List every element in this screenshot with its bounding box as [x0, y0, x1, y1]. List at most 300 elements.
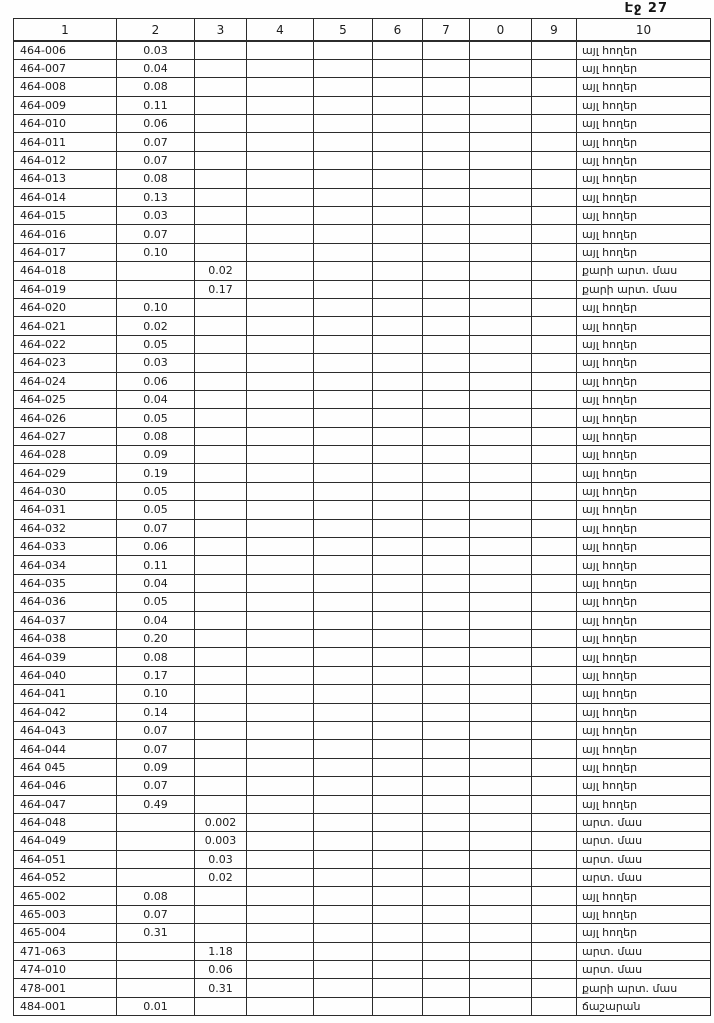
cell-col9 [532, 685, 577, 703]
table-row [14, 648, 711, 666]
cell-land-type: արտ. մաս [577, 869, 711, 887]
cell-parcel-id: 465-004 [14, 924, 117, 942]
cell-area-col2: 0.14 [117, 703, 195, 721]
cell-col4 [247, 446, 314, 464]
table-row [14, 519, 711, 537]
cell-col4 [247, 464, 314, 482]
table-row [14, 556, 711, 574]
cell-col9 [532, 740, 577, 758]
cell-area-col3 [195, 574, 247, 592]
cell-parcel-id: 464-011 [14, 133, 117, 151]
cell-col4 [247, 961, 314, 979]
cell-area-col3: 0.02 [195, 262, 247, 280]
cell-land-type: այլ հողեր [577, 115, 711, 133]
cell-col7 [423, 685, 470, 703]
cell-area-col3 [195, 41, 247, 59]
cell-col8 [470, 317, 532, 335]
cell-area-col2: 0.03 [117, 41, 195, 59]
cell-col8 [470, 887, 532, 905]
cell-col7 [423, 188, 470, 206]
cell-col7 [423, 482, 470, 500]
cell-col8 [470, 538, 532, 556]
cell-col8 [470, 630, 532, 648]
cell-col7 [423, 59, 470, 77]
cell-col6 [373, 703, 423, 721]
cell-col4 [247, 243, 314, 261]
cell-parcel-id: 464-022 [14, 335, 117, 353]
cell-parcel-id: 478-001 [14, 979, 117, 997]
cell-area-col2: 0.07 [117, 519, 195, 537]
cell-land-type: այլ հողեր [577, 317, 711, 335]
cell-parcel-id: 464-048 [14, 813, 117, 831]
cell-land-type: այլ հողեր [577, 519, 711, 537]
cell-col6 [373, 924, 423, 942]
cell-col8 [470, 446, 532, 464]
cell-land-type: այլ հողեր [577, 354, 711, 372]
cell-area-col3 [195, 740, 247, 758]
cell-land-type: այլ հողեր [577, 96, 711, 114]
cell-area-col3 [195, 59, 247, 77]
cell-area-col3 [195, 777, 247, 795]
cell-col4 [247, 850, 314, 868]
cell-land-type: այլ հողեր [577, 409, 711, 427]
cell-area-col2: 0.06 [117, 538, 195, 556]
cell-area-col3: 0.003 [195, 832, 247, 850]
cell-area-col2 [117, 813, 195, 831]
cell-area-col3 [195, 335, 247, 353]
cell-land-type: այլ հողեր [577, 740, 711, 758]
cell-col6 [373, 409, 423, 427]
cell-col7 [423, 813, 470, 831]
cell-col6 [373, 96, 423, 114]
cell-parcel-id: 464-012 [14, 151, 117, 169]
cell-parcel-id: 464-026 [14, 409, 117, 427]
cell-area-col2: 0.10 [117, 243, 195, 261]
cell-col5 [314, 648, 373, 666]
cell-col8 [470, 335, 532, 353]
cell-land-type: այլ հողեր [577, 777, 711, 795]
table-row [14, 317, 711, 335]
cell-col7 [423, 354, 470, 372]
table-row [14, 777, 711, 795]
table-row [14, 721, 711, 739]
cell-parcel-id: 464-042 [14, 703, 117, 721]
cell-land-type: այլ հողեր [577, 390, 711, 408]
cell-col4 [247, 721, 314, 739]
cell-land-type: այլ հողեր [577, 574, 711, 592]
cell-land-type: այլ հողեր [577, 685, 711, 703]
page-number: Էջ 27 [624, 1, 668, 16]
cell-col4 [247, 648, 314, 666]
cell-area-col2: 0.07 [117, 133, 195, 151]
cell-land-type: այլ հողեր [577, 41, 711, 59]
cell-col5 [314, 133, 373, 151]
table-row [14, 795, 711, 813]
table-row [14, 574, 711, 592]
cell-col4 [247, 482, 314, 500]
table-row [14, 262, 711, 280]
cell-parcel-id: 464-037 [14, 611, 117, 629]
cell-parcel-id: 465-003 [14, 905, 117, 923]
cell-parcel-id: 464-049 [14, 832, 117, 850]
cell-col5 [314, 832, 373, 850]
cell-parcel-id: 464-030 [14, 482, 117, 500]
cell-col9 [532, 832, 577, 850]
cell-col7 [423, 317, 470, 335]
cell-col8 [470, 997, 532, 1015]
cell-col7 [423, 942, 470, 960]
table-row [14, 280, 711, 298]
cell-area-col3: 0.31 [195, 979, 247, 997]
cell-col8 [470, 298, 532, 316]
cell-col9 [532, 795, 577, 813]
cell-col4 [247, 115, 314, 133]
cell-area-col3 [195, 170, 247, 188]
cell-col6 [373, 115, 423, 133]
cell-land-type: այլ հողեր [577, 630, 711, 648]
cell-col6 [373, 758, 423, 776]
cell-area-col2: 0.08 [117, 78, 195, 96]
cell-parcel-id: 464-033 [14, 538, 117, 556]
cell-col5 [314, 151, 373, 169]
cell-col4 [247, 519, 314, 537]
cell-col4 [247, 372, 314, 390]
cell-col4 [247, 997, 314, 1015]
cell-area-col3 [195, 593, 247, 611]
cell-area-col2: 0.19 [117, 464, 195, 482]
cell-col7 [423, 850, 470, 868]
cell-area-col3 [195, 924, 247, 942]
cell-col4 [247, 630, 314, 648]
cell-col6 [373, 151, 423, 169]
cell-col6 [373, 648, 423, 666]
cell-area-col2: 0.03 [117, 354, 195, 372]
cell-col6 [373, 538, 423, 556]
cell-parcel-id: 464-015 [14, 207, 117, 225]
table-row [14, 961, 711, 979]
cell-area-col3 [195, 556, 247, 574]
cell-area-col3 [195, 703, 247, 721]
cell-parcel-id: 464-038 [14, 630, 117, 648]
cell-area-col2: 0.02 [117, 317, 195, 335]
table-row [14, 979, 711, 997]
cell-col4 [247, 795, 314, 813]
cell-col4 [247, 574, 314, 592]
column-header-10: 10 [577, 19, 711, 42]
cell-col5 [314, 795, 373, 813]
cell-land-type: արտ. մաս [577, 942, 711, 960]
cell-parcel-id: 464-029 [14, 464, 117, 482]
cell-col7 [423, 225, 470, 243]
cell-area-col3 [195, 997, 247, 1015]
cell-col8 [470, 813, 532, 831]
cell-col7 [423, 298, 470, 316]
cell-col8 [470, 795, 532, 813]
cell-col6 [373, 464, 423, 482]
cell-col9 [532, 243, 577, 261]
cell-col8 [470, 390, 532, 408]
cell-area-col3 [195, 758, 247, 776]
cell-parcel-id: 464-014 [14, 188, 117, 206]
cell-col8 [470, 41, 532, 59]
cell-col9 [532, 482, 577, 500]
cell-area-col3: 0.17 [195, 280, 247, 298]
cell-col9 [532, 464, 577, 482]
cell-col5 [314, 519, 373, 537]
table-row [14, 207, 711, 225]
cell-col8 [470, 574, 532, 592]
cell-col5 [314, 777, 373, 795]
cell-parcel-id: 464-046 [14, 777, 117, 795]
cell-col6 [373, 721, 423, 739]
cell-col8 [470, 961, 532, 979]
table-row [14, 482, 711, 500]
cell-col6 [373, 630, 423, 648]
cell-col8 [470, 280, 532, 298]
cell-col9 [532, 317, 577, 335]
cell-col4 [247, 225, 314, 243]
cell-col5 [314, 335, 373, 353]
cell-col6 [373, 997, 423, 1015]
cell-col4 [247, 685, 314, 703]
cell-col8 [470, 409, 532, 427]
cell-land-type: այլ հողեր [577, 648, 711, 666]
cell-parcel-id: 464-017 [14, 243, 117, 261]
column-header-2: 2 [117, 19, 195, 42]
cell-col4 [247, 170, 314, 188]
table-row [14, 464, 711, 482]
cell-col6 [373, 133, 423, 151]
table-row [14, 850, 711, 868]
cell-area-col3 [195, 795, 247, 813]
cell-land-type: այլ հողեր [577, 188, 711, 206]
cell-parcel-id: 464-041 [14, 685, 117, 703]
cell-parcel-id: 464-044 [14, 740, 117, 758]
cell-col4 [247, 207, 314, 225]
table-body [14, 41, 711, 1016]
cell-col9 [532, 942, 577, 960]
cell-parcel-id: 464-036 [14, 593, 117, 611]
cell-area-col2: 0.03 [117, 207, 195, 225]
cell-col5 [314, 464, 373, 482]
table-row [14, 427, 711, 445]
cell-land-type: արտ. մաս [577, 832, 711, 850]
cell-col8 [470, 354, 532, 372]
cell-col8 [470, 832, 532, 850]
cell-col5 [314, 372, 373, 390]
cell-col5 [314, 850, 373, 868]
cell-col6 [373, 298, 423, 316]
cell-col8 [470, 243, 532, 261]
cell-col8 [470, 924, 532, 942]
cell-col9 [532, 280, 577, 298]
cell-land-type: քարի արտ. մաս [577, 262, 711, 280]
cell-col7 [423, 538, 470, 556]
cell-land-type: այլ հողեր [577, 170, 711, 188]
cell-parcel-id: 464-018 [14, 262, 117, 280]
cell-area-col2: 0.49 [117, 795, 195, 813]
cell-parcel-id: 464-040 [14, 666, 117, 684]
cell-col5 [314, 170, 373, 188]
cell-col7 [423, 133, 470, 151]
cell-col7 [423, 979, 470, 997]
cell-area-col3 [195, 317, 247, 335]
cell-area-col2: 0.10 [117, 298, 195, 316]
cell-area-col3 [195, 207, 247, 225]
cell-area-col3 [195, 721, 247, 739]
cell-land-type: այլ հողեր [577, 666, 711, 684]
cell-col4 [247, 390, 314, 408]
cell-col7 [423, 869, 470, 887]
cell-land-type: այլ հողեր [577, 482, 711, 500]
cell-land-type: այլ հողեր [577, 298, 711, 316]
cell-area-col2: 0.09 [117, 758, 195, 776]
cell-land-type: այլ հողեր [577, 924, 711, 942]
cell-area-col2: 0.07 [117, 777, 195, 795]
cell-col7 [423, 593, 470, 611]
table-row [14, 611, 711, 629]
table-row [14, 390, 711, 408]
cell-col9 [532, 59, 577, 77]
table-row [14, 501, 711, 519]
cell-col4 [247, 188, 314, 206]
cell-col6 [373, 832, 423, 850]
cell-area-col3 [195, 151, 247, 169]
cell-col7 [423, 335, 470, 353]
table-row [14, 372, 711, 390]
cell-area-col2 [117, 280, 195, 298]
cell-area-col2: 0.10 [117, 685, 195, 703]
cell-col8 [470, 188, 532, 206]
cell-area-col2: 0.08 [117, 427, 195, 445]
cell-col8 [470, 703, 532, 721]
cell-col6 [373, 869, 423, 887]
cell-col4 [247, 869, 314, 887]
cell-col7 [423, 795, 470, 813]
cell-col9 [532, 298, 577, 316]
cell-col8 [470, 593, 532, 611]
cell-col4 [247, 133, 314, 151]
cell-col9 [532, 335, 577, 353]
table-row [14, 96, 711, 114]
cell-col6 [373, 574, 423, 592]
cell-col4 [247, 427, 314, 445]
cell-area-col3 [195, 96, 247, 114]
cell-col5 [314, 685, 373, 703]
cell-col8 [470, 170, 532, 188]
cell-col6 [373, 78, 423, 96]
cell-col8 [470, 78, 532, 96]
table-row [14, 869, 711, 887]
cell-col8 [470, 648, 532, 666]
cell-parcel-id: 464-031 [14, 501, 117, 519]
cell-col6 [373, 317, 423, 335]
cell-land-type: այլ հողեր [577, 133, 711, 151]
cell-col5 [314, 409, 373, 427]
cell-col4 [247, 262, 314, 280]
cell-col5 [314, 59, 373, 77]
cell-land-type: այլ հողեր [577, 225, 711, 243]
cell-col5 [314, 446, 373, 464]
table-row [14, 225, 711, 243]
cell-area-col3 [195, 538, 247, 556]
cell-area-col2: 0.04 [117, 59, 195, 77]
cell-col9 [532, 78, 577, 96]
cell-col8 [470, 96, 532, 114]
cell-col4 [247, 777, 314, 795]
cell-col6 [373, 905, 423, 923]
cell-area-col3 [195, 666, 247, 684]
column-header-7: 7 [423, 19, 470, 42]
cell-col7 [423, 556, 470, 574]
cell-col9 [532, 262, 577, 280]
cell-col7 [423, 758, 470, 776]
cell-col9 [532, 648, 577, 666]
cell-land-type: ճաշարան [577, 997, 711, 1015]
cell-col8 [470, 207, 532, 225]
cell-col5 [314, 482, 373, 500]
cell-area-col3 [195, 464, 247, 482]
cell-area-col3: 1.18 [195, 942, 247, 960]
cell-col4 [247, 501, 314, 519]
cell-col7 [423, 611, 470, 629]
cell-col5 [314, 887, 373, 905]
cell-land-type: այլ հողեր [577, 905, 711, 923]
cell-col8 [470, 372, 532, 390]
cell-col8 [470, 225, 532, 243]
cell-col9 [532, 446, 577, 464]
cell-col6 [373, 666, 423, 684]
table-row [14, 41, 711, 59]
cell-col5 [314, 666, 373, 684]
cell-area-col2: 0.04 [117, 574, 195, 592]
cell-parcel-id: 464-016 [14, 225, 117, 243]
cell-parcel-id: 464-021 [14, 317, 117, 335]
cell-col8 [470, 59, 532, 77]
cell-col7 [423, 115, 470, 133]
cell-area-col2: 0.05 [117, 409, 195, 427]
cell-col9 [532, 850, 577, 868]
cell-col9 [532, 225, 577, 243]
cell-col9 [532, 611, 577, 629]
cell-col4 [247, 409, 314, 427]
cell-col5 [314, 243, 373, 261]
column-header-4: 4 [247, 19, 314, 42]
cell-col6 [373, 685, 423, 703]
cell-land-type: այլ հողեր [577, 464, 711, 482]
cell-col9 [532, 427, 577, 445]
cell-land-type: այլ հողեր [577, 593, 711, 611]
cell-area-col3 [195, 887, 247, 905]
cell-area-col2: 0.07 [117, 225, 195, 243]
cell-col6 [373, 961, 423, 979]
cell-area-col2: 0.01 [117, 997, 195, 1015]
cell-col7 [423, 409, 470, 427]
cell-area-col2: 0.05 [117, 593, 195, 611]
cell-col6 [373, 777, 423, 795]
cell-col9 [532, 354, 577, 372]
cell-col9 [532, 372, 577, 390]
cell-land-type: այլ հողեր [577, 538, 711, 556]
cell-area-col3 [195, 133, 247, 151]
cell-col5 [314, 390, 373, 408]
cell-col5 [314, 721, 373, 739]
cell-col5 [314, 115, 373, 133]
cell-area-col2: 0.07 [117, 740, 195, 758]
table-row [14, 188, 711, 206]
cell-area-col3 [195, 905, 247, 923]
cell-area-col2: 0.11 [117, 556, 195, 574]
